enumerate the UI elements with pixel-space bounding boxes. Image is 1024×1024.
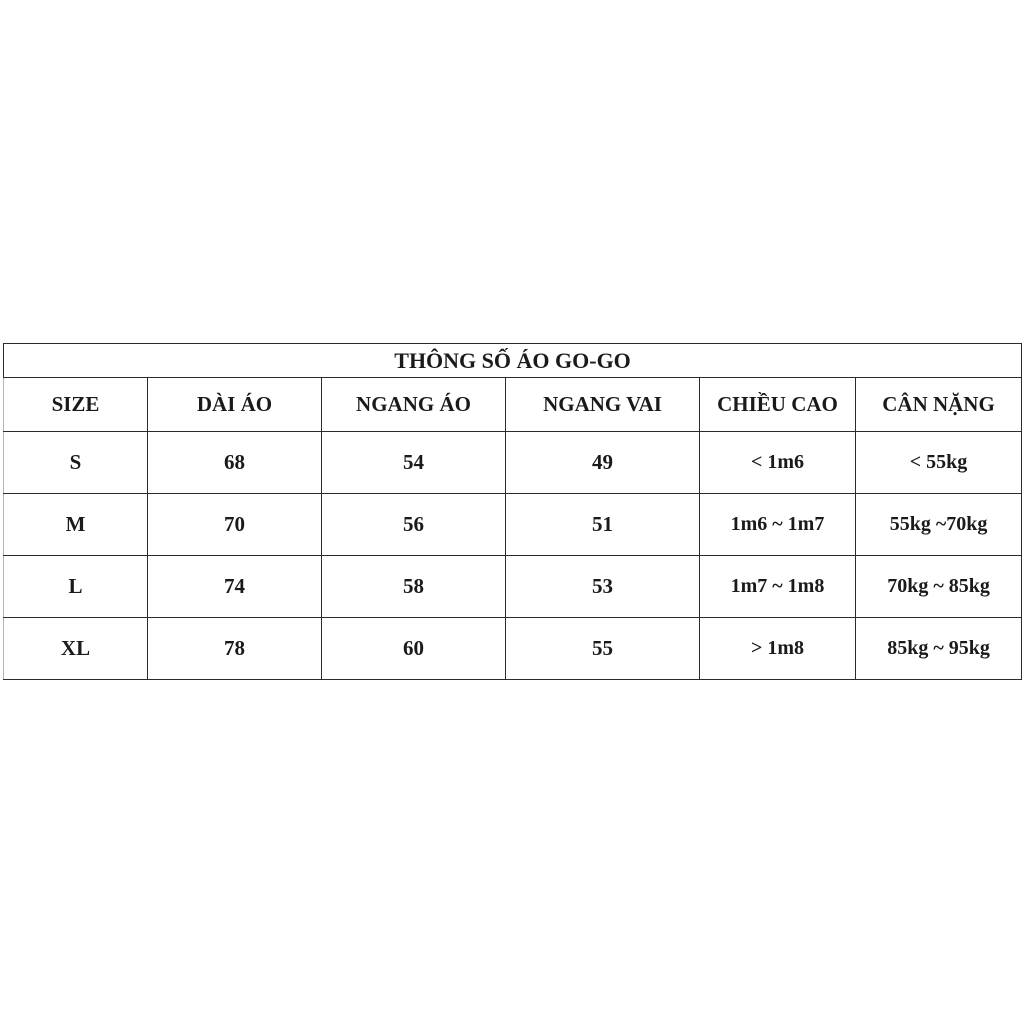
table-row	[4, 494, 1022, 556]
cell-ngang-vai: 53	[506, 556, 700, 618]
table-row	[4, 618, 1022, 680]
cell-can-nang: < 55kg	[856, 432, 1022, 494]
cell-ngang-vai: 55	[506, 618, 700, 680]
cell-can-nang: 70kg ~ 85kg	[856, 556, 1022, 618]
cell-size: S	[4, 432, 148, 494]
cell-dai-ao: 68	[148, 432, 322, 494]
cell-ngang-ao: 54	[322, 432, 506, 494]
cell-chieu-cao: < 1m6	[700, 432, 856, 494]
table-row	[4, 556, 1022, 618]
cell-dai-ao: 78	[148, 618, 322, 680]
cell-ngang-vai: 49	[506, 432, 700, 494]
cell-size: XL	[4, 618, 148, 680]
cell-dai-ao: 74	[148, 556, 322, 618]
column-header-ngang-ao: NGANG ÁO	[322, 378, 506, 432]
table-title: THÔNG SỐ ÁO GO-GO	[4, 344, 1022, 378]
table-header-row	[4, 378, 1022, 432]
table-title-row	[4, 344, 1022, 378]
column-header-can-nang: CÂN NẶNG	[856, 378, 1022, 432]
column-header-size: SIZE	[4, 378, 148, 432]
column-header-dai-ao: DÀI ÁO	[148, 378, 322, 432]
column-header-chieu-cao: CHIỀU CAO	[700, 378, 856, 432]
cell-size: M	[4, 494, 148, 556]
cell-can-nang: 85kg ~ 95kg	[856, 618, 1022, 680]
cell-ngang-ao: 58	[322, 556, 506, 618]
cell-chieu-cao: > 1m8	[700, 618, 856, 680]
cell-ngang-ao: 60	[322, 618, 506, 680]
column-header-ngang-vai: NGANG VAI	[506, 378, 700, 432]
cell-can-nang: 55kg ~70kg	[856, 494, 1022, 556]
cell-ngang-vai: 51	[506, 494, 700, 556]
table-row	[4, 432, 1022, 494]
cell-chieu-cao: 1m7 ~ 1m8	[700, 556, 856, 618]
cell-size: L	[4, 556, 148, 618]
cell-chieu-cao: 1m6 ~ 1m7	[700, 494, 856, 556]
size-chart-table	[3, 343, 1022, 680]
cell-dai-ao: 70	[148, 494, 322, 556]
cell-ngang-ao: 56	[322, 494, 506, 556]
